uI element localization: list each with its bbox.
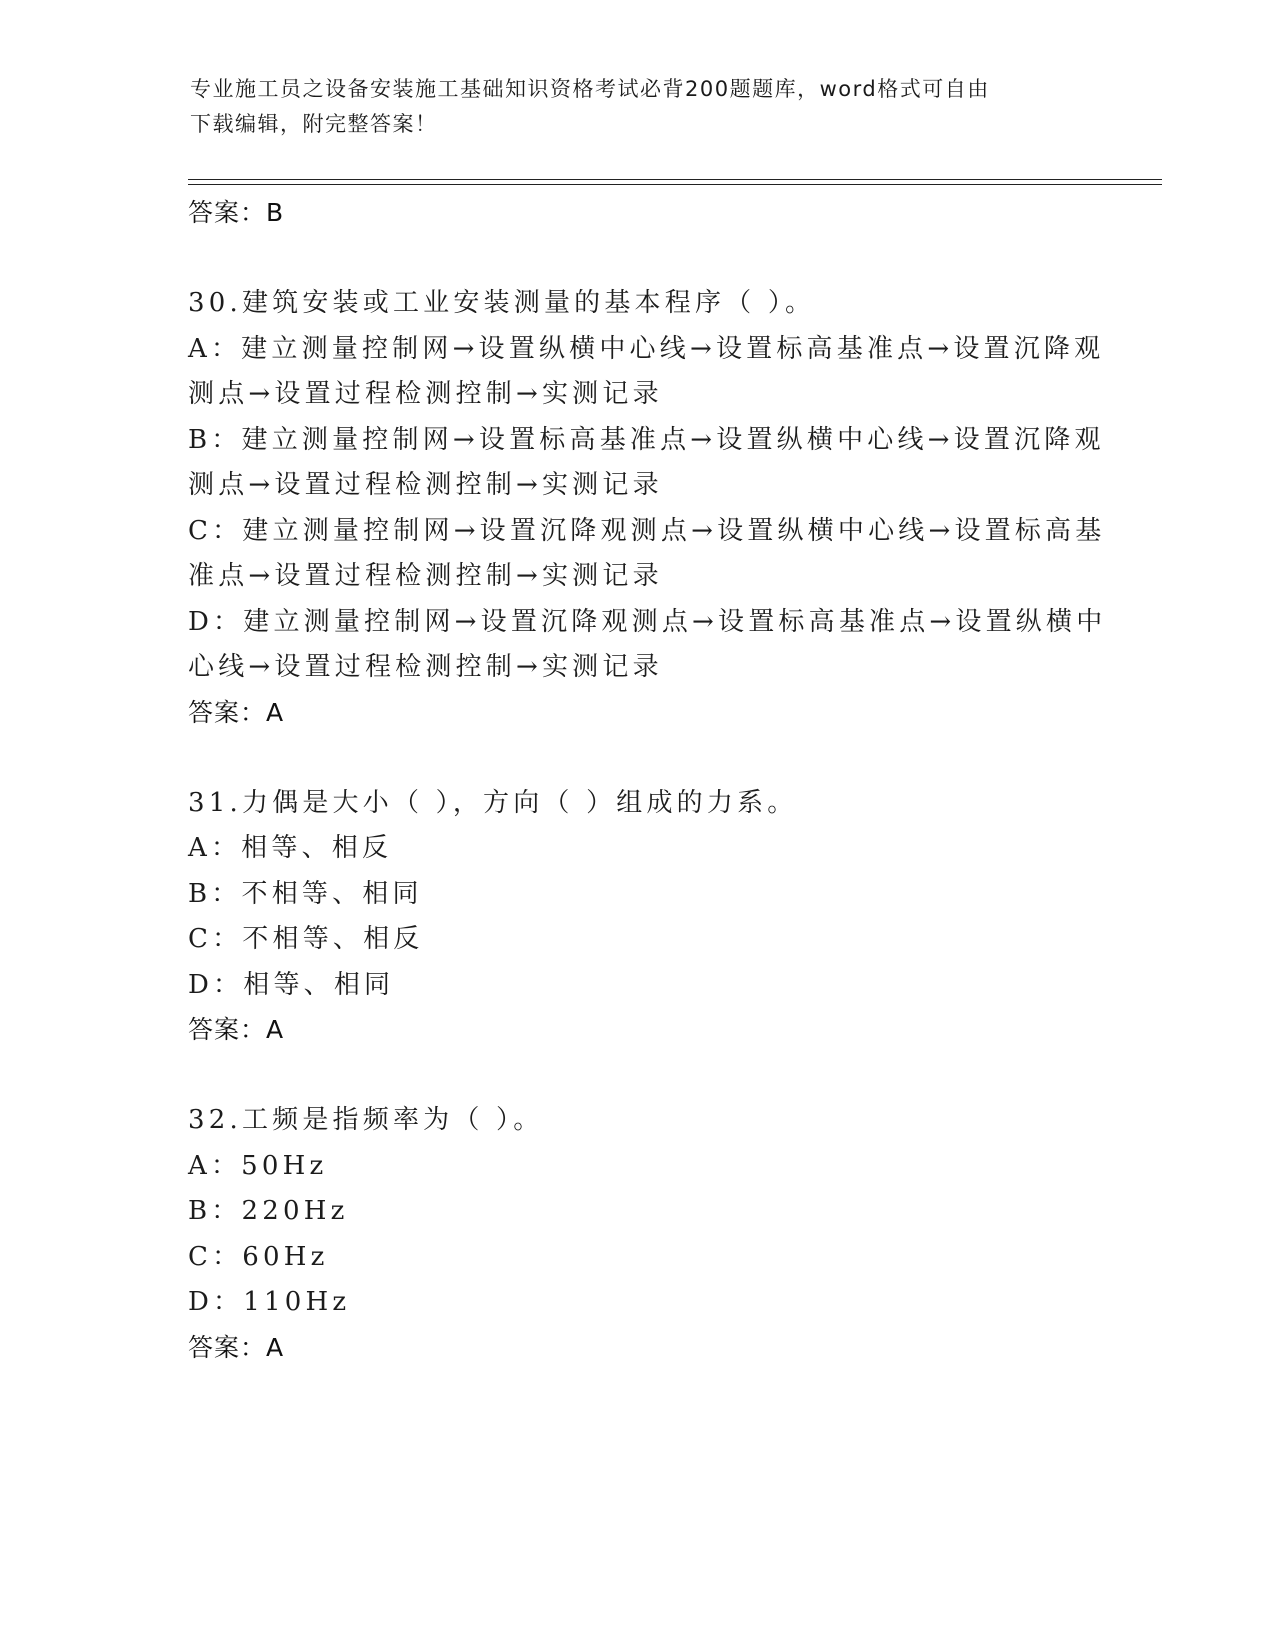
answer-line: 答案：A — [188, 1015, 285, 1044]
header-line-2: 下载编辑，附完整答案！ — [190, 112, 438, 136]
option-b: B：220Hz — [188, 1196, 349, 1226]
question-block — [188, 1098, 1088, 1370]
option-line: C：建立测量控制网→设置沉降观测点→设置纵横中心线→设置标高基 — [188, 515, 1106, 546]
option-c: C：不相等、相反 — [188, 924, 424, 954]
option-line: D：建立测量控制网→设置沉降观测点→设置标高基准点→设置纵横中 — [188, 606, 1107, 637]
spacer — [188, 235, 1088, 281]
option-a: A：相等、相反 — [188, 833, 393, 863]
header-divider-top — [188, 179, 1162, 180]
document-body — [188, 191, 1107, 1370]
page-header — [190, 72, 1090, 142]
option-line: A：建立测量控制网→设置纵横中心线→设置标高基准点→设置沉降观 — [188, 333, 1105, 364]
option-d: D：110Hz — [188, 1287, 351, 1317]
answer-line: 答案：A — [188, 697, 285, 727]
answer-line: 答案：B — [188, 198, 285, 227]
option-d: D：相等、相同 — [188, 969, 395, 1000]
spacer — [188, 735, 1088, 781]
question-block — [188, 781, 1088, 1053]
spacer — [188, 1052, 1088, 1098]
option-c: C：60Hz — [188, 1241, 329, 1272]
header-line-1: 专业施工员之设备安装施工基础知识资格考试必背200题题库，word格式可自由 — [190, 77, 990, 101]
option-b: B：不相等、相同 — [188, 878, 423, 909]
question-block — [188, 281, 1107, 735]
option-line: 测点→设置过程检测控制→实测记录 — [188, 379, 663, 409]
option-line: 测点→设置过程检测控制→实测记录 — [188, 470, 663, 500]
option-line: B：建立测量控制网→设置标高基准点→设置纵横中心线→设置沉降观 — [188, 424, 1105, 455]
question-stem: 31.力偶是大小（ ），方向（ ）组成的力系。 — [188, 787, 798, 818]
question-stem: 32.工频是指频率为（ ）。 — [188, 1105, 544, 1135]
option-a: A：50Hz — [188, 1150, 328, 1181]
question-stem: 30.建筑安装或工业安装测量的基本程序（ ）。 — [188, 288, 816, 318]
option-line: 准点→设置过程检测控制→实测记录 — [188, 561, 663, 591]
header-divider-bottom — [188, 184, 1162, 185]
answer-line: 答案：A — [188, 1332, 285, 1362]
option-line: 心线→设置过程检测控制→实测记录 — [188, 652, 663, 682]
